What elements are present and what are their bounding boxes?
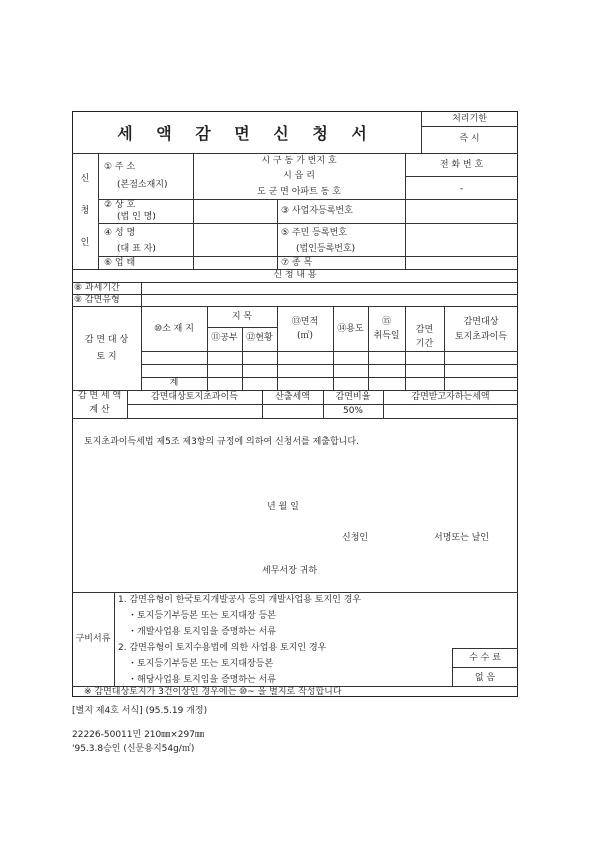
form-id: [별지 제4호 서식] (95.5.19 개정) xyxy=(72,706,208,716)
address-line-2: 시 읍 리 xyxy=(283,171,315,181)
fee-label: 수 수 료 xyxy=(469,653,501,663)
land-side-label-1: 감 면 대 상 xyxy=(84,335,129,345)
fee-value: 없 음 xyxy=(474,673,496,683)
processing-label: 처리기한 xyxy=(452,114,487,124)
col-acq-2: 취득일 xyxy=(373,331,400,341)
address-line-3: 도 군 면 아파트 동 호 xyxy=(257,187,341,197)
docs-item: ・해당사업용 토지임을 증명하는 서류 xyxy=(128,675,276,685)
address-label: ① 주 소 xyxy=(104,162,136,172)
request-header: 신 청 내 용 xyxy=(273,270,317,280)
col-excess-2: 토지초과이득 xyxy=(454,332,508,342)
col-use: ⑭용도 xyxy=(337,324,364,334)
resident-label: ⑤ 주민 등록번호 xyxy=(281,228,347,238)
side-char-3: 인 xyxy=(80,238,90,248)
approval-note: '95.3.8승인 (신문용지54g/㎡) xyxy=(72,744,195,754)
reduction-type-label: ⑨ 감면유형 xyxy=(74,295,120,305)
declaration-date: 년 월 일 xyxy=(267,502,299,512)
col-area-1: ⑬면적 xyxy=(291,317,319,327)
col-excess-1: 감면대상 xyxy=(463,317,499,327)
col-location: ⑩소 재 지 xyxy=(154,324,194,334)
declaration-text: 토지초과이득세법 제5조 제3항의 규정에 의하여 신청서를 제출합니다. xyxy=(84,437,359,447)
docs-item: ・토지등기부등본 또는 토지대장등본 xyxy=(128,659,274,669)
docs-label: 구비서류 xyxy=(75,634,111,644)
side-char-2: 청 xyxy=(80,206,90,216)
declaration-sign: 서명또는 날인 xyxy=(434,533,490,543)
docs-item: ・토지등기부등본 또는 토지대장 등본 xyxy=(128,611,276,621)
calc-col-tax: 산출세액 xyxy=(275,392,310,402)
address-line-1: 시 구 동 가 번지 호 xyxy=(261,156,337,166)
trade-name-label: ② 상 호 xyxy=(104,200,136,210)
footnote: ※ 감면대상토지가 3건이상인 경우에는 ⑩~ 을 별지로 작성합니다 xyxy=(84,687,342,697)
col-period-1: 감면 xyxy=(415,325,434,335)
biz-reg-label: ③ 사업자등록번호 xyxy=(281,206,353,216)
business-label: ⑥ 업 태 xyxy=(104,258,136,268)
phone-label: 전 화 번 호 xyxy=(439,160,484,170)
trade-name-sublabel: (법 인 명) xyxy=(117,212,156,222)
docs-item: 1. 감면유형이 한국토지개발공사 등의 개발사업용 토지인 경우 xyxy=(118,595,362,605)
col-area-2: (㎡) xyxy=(296,331,314,341)
name-label: ④ 성 명 xyxy=(104,228,136,238)
side-char-1: 신 xyxy=(80,174,90,184)
name-sublabel: (대 표 자) xyxy=(117,244,156,254)
phone-value: - xyxy=(459,184,464,194)
land-side-label-2: 토 지 xyxy=(96,352,117,362)
col-acq-1: ⑮ xyxy=(381,317,391,327)
tax-period-label: ⑧ 과세기간 xyxy=(74,283,120,293)
print-code: 22226-50011민 210㎜×297㎜ xyxy=(72,730,204,740)
docs-item: 2. 감면유형이 토지수용법에 의한 사업용 토지인 경우 xyxy=(118,643,327,653)
land-total-label: 계 xyxy=(169,378,179,388)
address-sublabel: (본점소재지) xyxy=(117,180,168,190)
processing-value: 즉 시 xyxy=(459,134,480,144)
calc-rate-value: 50% xyxy=(342,406,363,416)
calc-label-2: 계 산 xyxy=(89,405,110,415)
calc-col-excess: 감면대상토지초과이득 xyxy=(151,392,238,402)
resident-sublabel: (법인등록번호) xyxy=(296,244,356,254)
calc-col-rate: 감면비율 xyxy=(335,392,371,402)
docs-item: ・개발사업용 토지임을 증명하는 서류 xyxy=(128,627,276,637)
declaration-applicant: 신청인 xyxy=(342,533,369,543)
calc-label-1: 감 면 세 액 xyxy=(77,391,122,401)
calc-col-reduction: 감면받고자하는세액 xyxy=(411,392,490,402)
col-jimok: 지 목 xyxy=(231,312,253,322)
col-period-2: 기간 xyxy=(415,339,434,349)
col-jimok-registry: ⑪공부 xyxy=(211,333,238,343)
form-title: 세 액 감 면 신 청 서 xyxy=(117,124,376,143)
col-jimok-actual: ⑫현황 xyxy=(246,333,273,343)
declaration-addressee: 세무서장 귀하 xyxy=(262,566,318,576)
item-label: ⑦ 종 목 xyxy=(281,258,313,268)
